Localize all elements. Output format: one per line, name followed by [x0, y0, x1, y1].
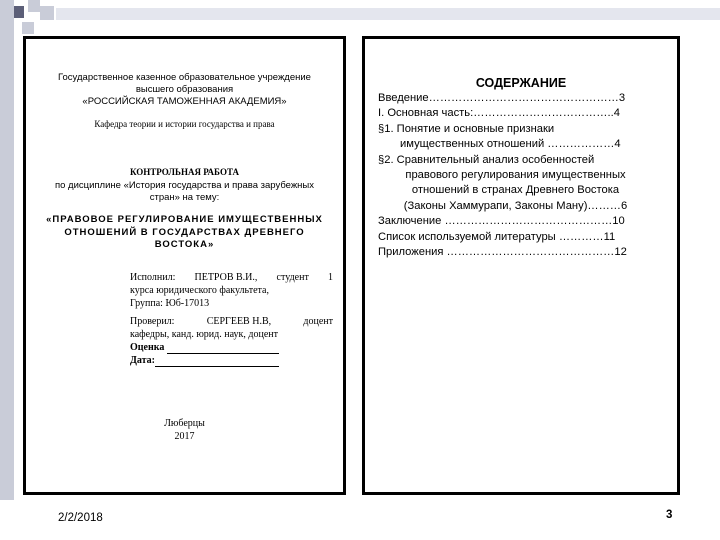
checker-block [130, 315, 333, 367]
discipline-line: по дисциплине «История государства и права зарубежных [54, 180, 315, 191]
slide-date: 2/2/2018 [58, 512, 103, 524]
executor-faculty: курса юридического факультета, [130, 285, 269, 296]
executor-name: ПЕТРОВ В.И., [194, 272, 258, 283]
grade-underline [167, 343, 279, 354]
toc-item: отношений в странах Древнего Востока [411, 184, 620, 197]
checker-position: кафедры, канд. юрид. наук, доцент [130, 329, 278, 340]
year: 2017 [174, 431, 195, 442]
discipline-line: стран» на тему: [149, 192, 220, 203]
checker-role: доцент [303, 316, 333, 327]
toc-item: Список используемой литературы …………11 [378, 230, 616, 243]
date-line [130, 354, 333, 367]
toc-item: правового регулирования имущественных [405, 169, 626, 182]
contents-title: СОДЕРЖАНИЕ [475, 76, 567, 90]
work-type: КОНТРОЛЬНАЯ РАБОТА [130, 167, 239, 177]
topic-line: ВОСТОКА» [154, 239, 215, 250]
slide-number: 3 [666, 509, 673, 521]
toc-item: имущественных отношений ………………4 [400, 138, 621, 151]
org-line: Государственное казенное образовательное учреждение [58, 72, 311, 83]
executor-role: студент [276, 272, 309, 283]
org-line: высшего образования [135, 84, 234, 95]
checker-name: СЕРГЕЕВ Н.В, [206, 316, 272, 327]
executor-label: Исполнил: [130, 272, 176, 283]
toc-item: §1. Понятие и основные признаки [378, 122, 555, 135]
executor-block [130, 271, 333, 310]
topic-line: «ПРАВОВОЕ РЕГУЛИРОВАНИЕ ИМУЩЕСТВЕННЫХ [46, 214, 323, 225]
organization-name [34, 72, 335, 108]
checker-label: Проверил: [130, 316, 175, 327]
executor-course: 1 [327, 272, 333, 283]
toc-item: Введение……………………………………………3 [378, 92, 626, 104]
discipline [34, 180, 335, 204]
date-label: Дата: [130, 355, 155, 366]
toc-item: Приложения ………………………………………12 [378, 246, 627, 259]
department-name: Кафедра теории и истории государства и права [94, 119, 275, 129]
decorative-squares [0, 0, 720, 40]
executor-group: Группа: Юб-17013 [130, 298, 210, 309]
toc-item: (Законы Хаммурапи, Законы Ману)………6 [403, 199, 628, 212]
toc-item: I. Основная часть:………………………………..4 [378, 107, 620, 120]
date-underline [155, 356, 279, 367]
toc-item: Заключение ………………………………………10 [378, 215, 625, 228]
toc-item: §2. Сравнительный анализ особенностей [378, 153, 595, 166]
work-topic [34, 214, 335, 252]
city-year [34, 417, 335, 443]
topic-line: ОТНОШЕНИЙ В ГОСУДАРСТВАХ ДРЕВНЕГО [64, 226, 305, 238]
contents-page-panel [362, 36, 680, 495]
grade-line [130, 341, 333, 354]
org-line: «РОССИЙСКАЯ ТАМОЖЕННАЯ АКАДЕМИЯ» [82, 96, 287, 107]
decorative-side-bar [0, 0, 14, 500]
contents-list [378, 91, 653, 260]
grade-label: Оценка [130, 342, 165, 353]
city: Люберцы [164, 418, 205, 429]
title-page-panel [23, 36, 346, 495]
